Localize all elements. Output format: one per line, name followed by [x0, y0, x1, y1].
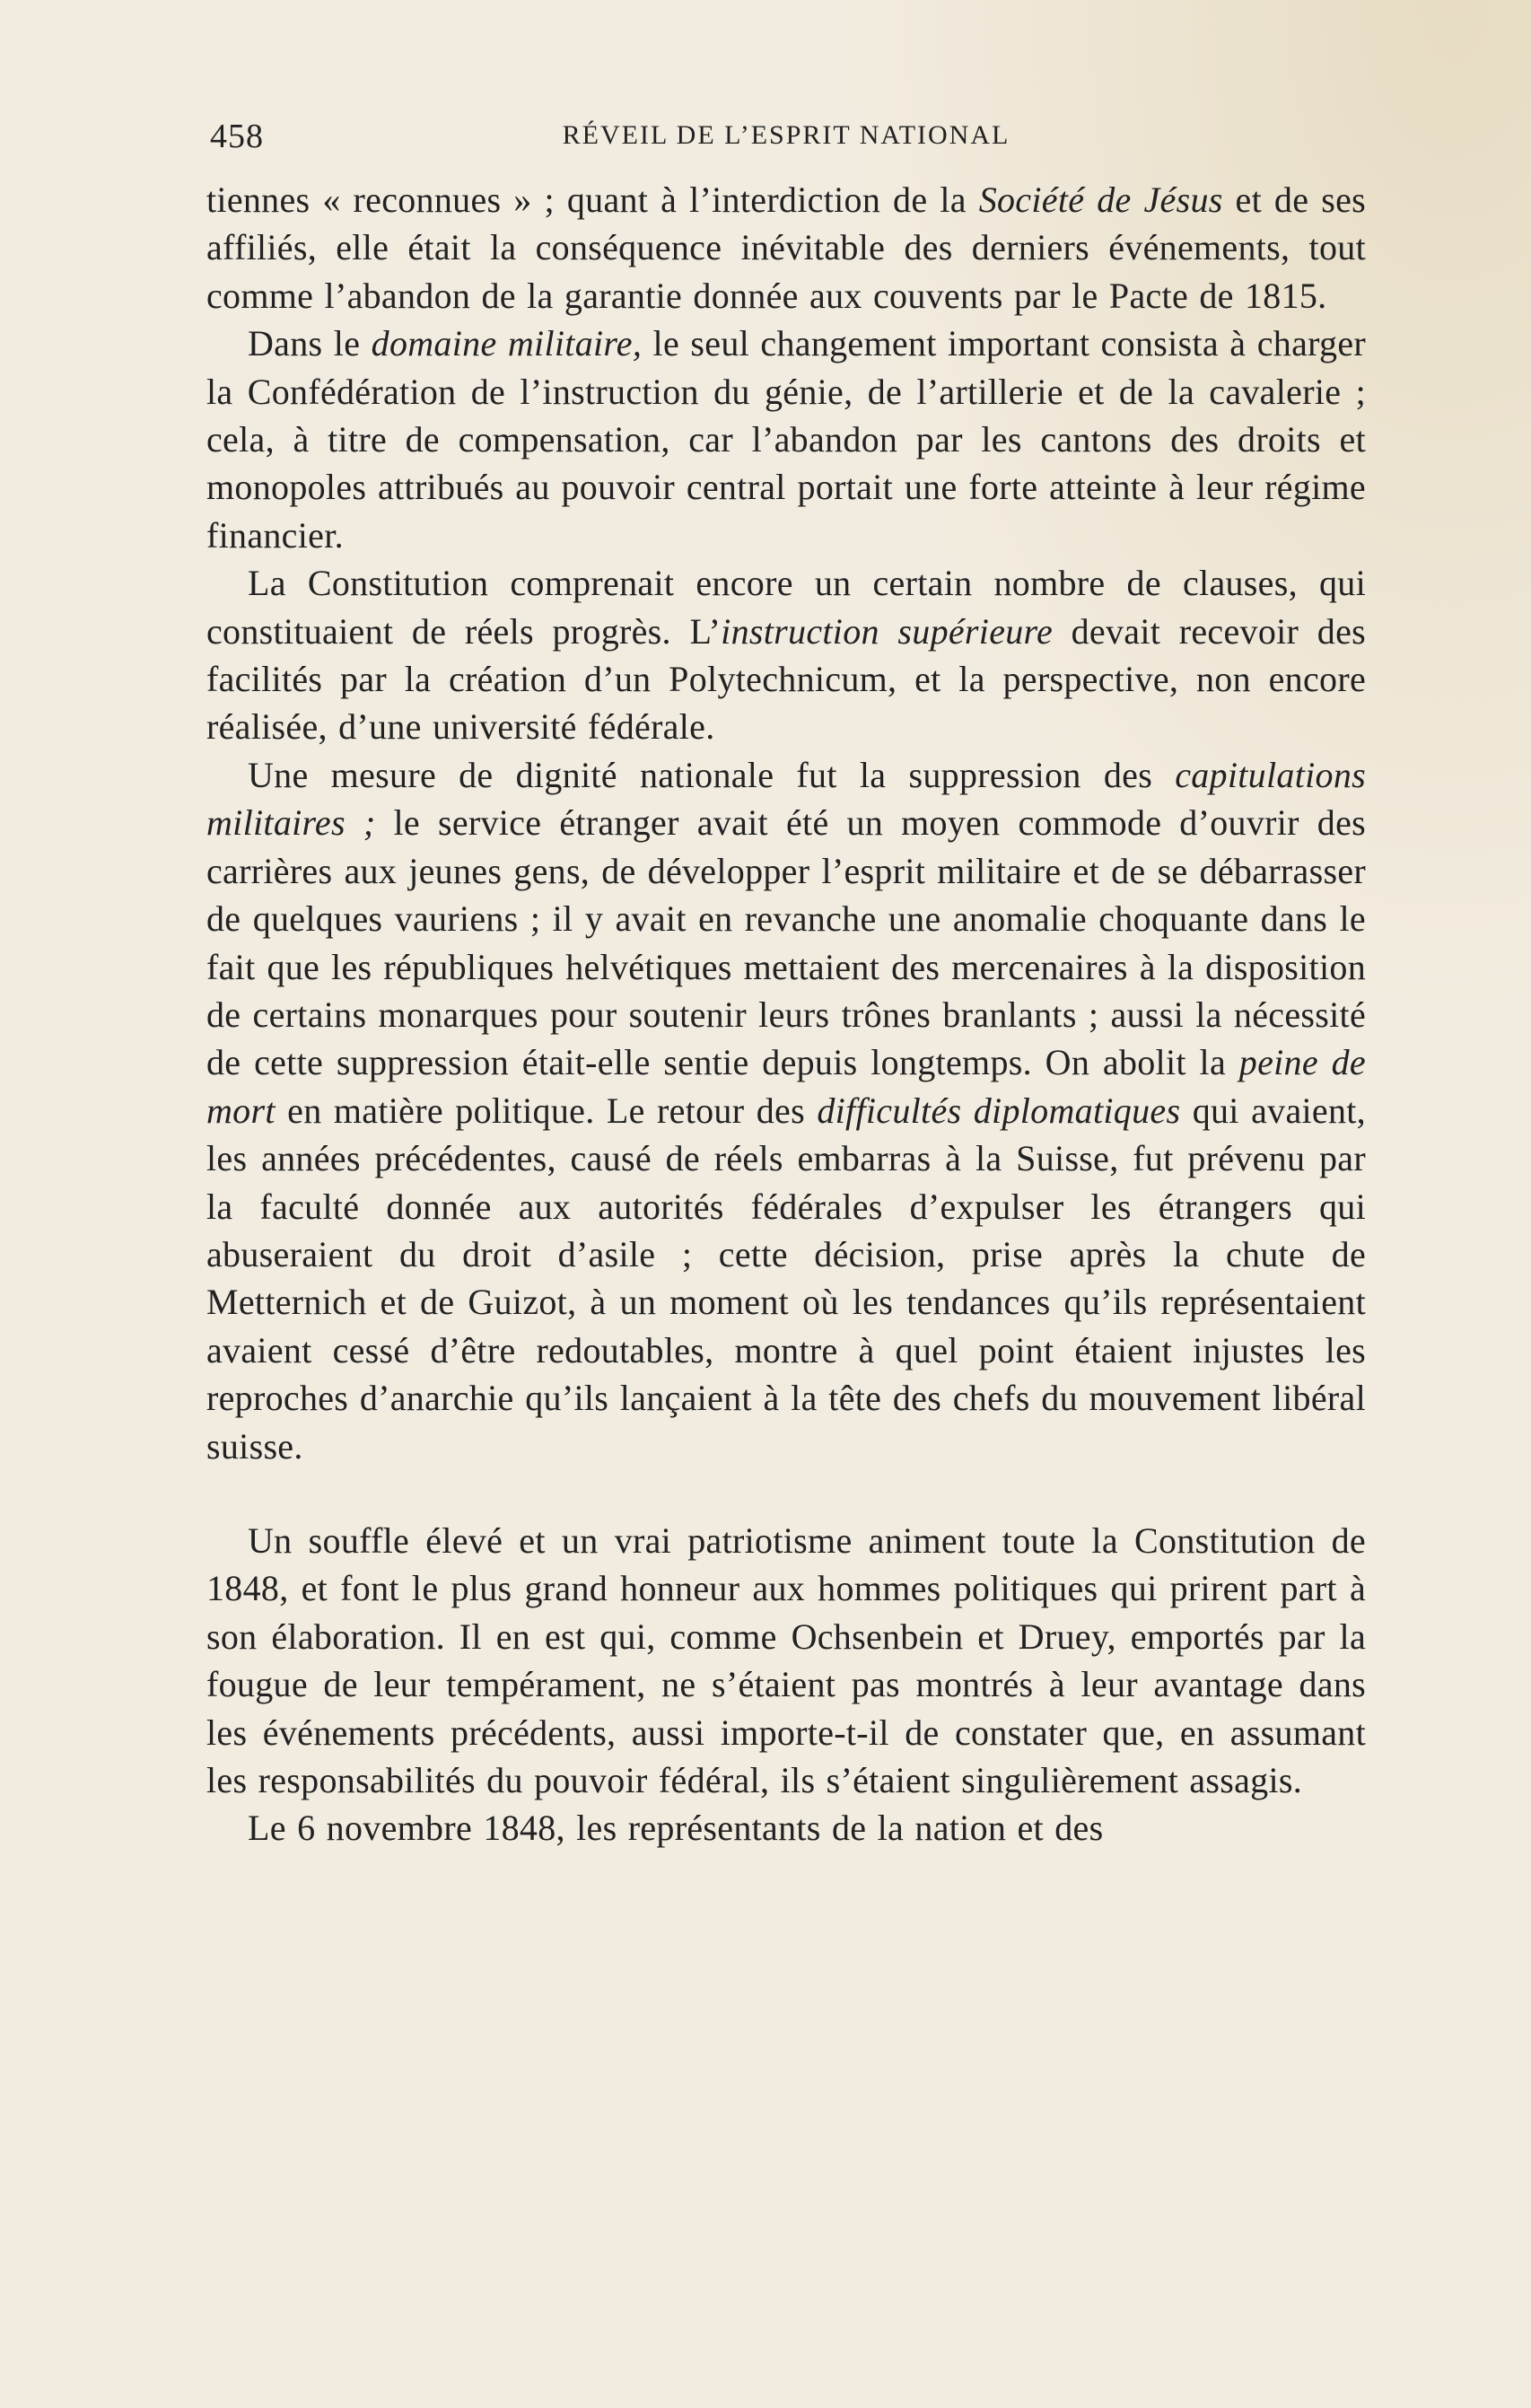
- text-segment: Une mesure de dignité nationale fut la suppression des: [248, 754, 1176, 795]
- body-text: [206, 176, 1366, 1852]
- italic-segment: domaine militaire,: [371, 323, 643, 364]
- page-number: 458: [210, 118, 264, 155]
- paragraph: [206, 1517, 1366, 1804]
- italic-segment: peine de mort: [206, 1042, 1366, 1131]
- italic-segment: difficultés diplomatiques: [817, 1090, 1181, 1131]
- text-segment: Dans le: [248, 323, 372, 364]
- text-segment: tiennes « reconnues » ; quant à l’interdiction de la: [206, 180, 979, 220]
- text-segment: devait recevoir des facilités par la création d’un Polytechnicum, et la perspective, non encore réalisée, d’une université fédérale.: [206, 610, 1367, 748]
- paragraph: [206, 320, 1366, 559]
- text-segment: et de ses affiliés, elle était la conséquence inévitable des derniers événements, tout comme l’abandon de la garantie donnée aux couvents par le Pacte de 1815.: [206, 180, 1366, 316]
- text-segment: le seul changement important consista à charger la Confédération de l’instruction du génie, de l’artillerie et de la cavalerie ; cela, à titre de compensation, car l’abandon par les cantons des droits et monopoles attribués au pouvoir central portait une forte atteinte à leur régime financier.: [206, 323, 1366, 556]
- page-header: [206, 109, 1366, 163]
- italic-segment: instruction supérieure: [721, 610, 1053, 652]
- italic-segment: Société de Jésus: [978, 180, 1223, 220]
- paragraph: [206, 1804, 1366, 1852]
- paragraph: [206, 559, 1366, 751]
- text-segment: Un souffle élevé et un vrai patriotisme animent toute la Constitution de 1848, et font le plus grand honneur aux hommes politiques qui prirent part à son élaboration. Il en est qui, comme Ochsenbein et Druey, emportés par la fougue de leur tempérament, ne s’étaient pas montrés à leur avantage dans les événements précédents, aussi importe-t-il de constater que, en assumant les responsabilités du pouvoir fédéral, ils s’étaient singulièrement assagis.: [206, 1519, 1366, 1800]
- paragraph: [206, 751, 1366, 1470]
- paragraph: [206, 176, 1366, 320]
- text-segment: La Constitution comprenait encore un certain nombre de clauses, qui constituaient de réels progrès. L’: [206, 563, 1366, 652]
- book-page: [206, 109, 1366, 1852]
- text-segment: le service étranger avait été un moyen commode d’ouvrir des carrières aux jeunes gens, de développer l’esprit militaire et de se débarrasser de quelques vauriens ; il y avait en revanche une anomalie choquante dans le fait que les républiques helvétiques mettaient des mercenaires à la disposition de certains monarques pour soutenir leurs trônes branlants ; aussi la nécessité de cette suppression était-elle sentie depuis longtemps. On abolit la: [206, 802, 1366, 1083]
- text-segment: Le 6 novembre 1848, les représentants de la nation et des: [248, 1808, 1104, 1849]
- text-segment: qui avaient, les années précédentes, causé de réels embarras à la Suisse, fut prévenu par la faculté donnée aux autorités fédérales d’expulser les étrangers qui abuseraient du droit d’asile ; cette décision, prise après la chute de Metternich et de Guizot, à un moment où les tendances qu’ils représentaient avaient cessé d’être redoutables, montre à quel point étaient injustes les reproches d’anarchie qu’ils lançaient à la tête des chefs du mouvement libéral suisse.: [206, 1090, 1366, 1467]
- italic-segment: capitulations militaires ;: [206, 754, 1366, 844]
- text-segment: en matière politique. Le retour des: [275, 1090, 818, 1131]
- running-title: RÉVEIL DE L’ESPRIT NATIONAL: [562, 120, 1010, 150]
